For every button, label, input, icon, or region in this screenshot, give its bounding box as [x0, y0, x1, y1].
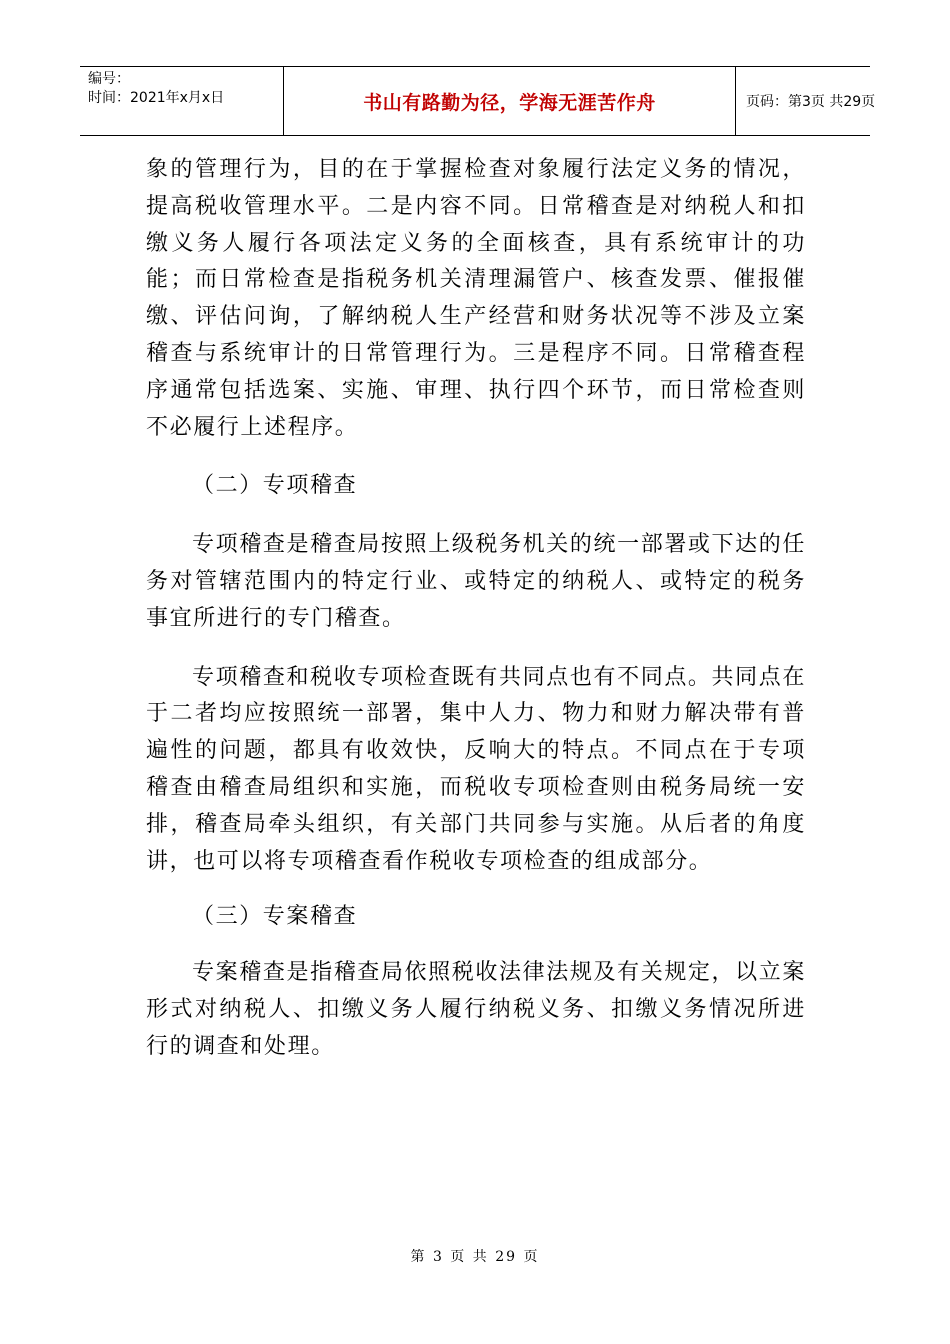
document-body — [146, 152, 806, 1066]
section-heading-special-audit: （二）专项稽查 — [192, 473, 358, 499]
paragraph-case-audit-definition: 专案稽查是指稽查局依照税收法律法规及有关规定，以立案形式对纳税人、扣缴义务人履行纳税义务、扣缴义务情况所进行的调查和处理。 — [146, 960, 806, 1059]
document-date-label: 时间：2021年x月x日 — [88, 90, 225, 106]
header-meta-cell — [80, 67, 284, 135]
paragraph-special-audit-comparison: 专项稽查和税收专项检查既有共同点也有不同点。共同点在于二者均应按照统一部署，集中人力、物力和财力解决带有普遍性的问题，都具有收效快，反响大的特点。不同点在于专项稽查由稽查局组织和实施，而税收专项检查则由税务局统一安排，稽查局牵头组织，有关部门共同参与实施。从后者的角度讲，也可以将专项稽查看作税收专项检查的组成部分。 — [146, 664, 806, 874]
section-heading-case-audit: （三）专案稽查 — [192, 904, 358, 930]
header-page-cell — [736, 67, 876, 135]
document-number-label: 编号： — [88, 71, 130, 87]
header-motto-cell — [284, 67, 736, 135]
page-footer: 第 3 页 共 29 页 — [410, 1249, 540, 1265]
document-header — [80, 66, 876, 136]
paragraph-continuation: 象的管理行为，目的在于掌握检查对象履行法定义务的情况，提高税收管理水平。二是内容不同。日常稽查是对纳税人和扣缴义务人履行各项法定义务的全面核查，具有系统审计的功能；而日常检查是指税务机关清理漏管户、核查发票、催报催缴、评估问询，了解纳税人生产经营和财务状况等不涉及立案稽查与系统审计的日常管理行为。三是程序不同。日常稽查程序通常包括选案、实施、审理、执行四个环节，而日常检查则不必履行上述程序。 — [146, 157, 806, 440]
header-motto: 书山有路勤为径，学海无涯苦作舟 — [363, 91, 656, 114]
paragraph-special-audit-definition: 专项稽查是稽查局按照上级税务机关的统一部署或下达的任务对管辖范围内的特定行业、或特定的纳税人、或特定的税务事宜所进行的专门稽查。 — [146, 532, 806, 631]
header-page-info: 页码：第3页 共29页 — [746, 94, 876, 110]
